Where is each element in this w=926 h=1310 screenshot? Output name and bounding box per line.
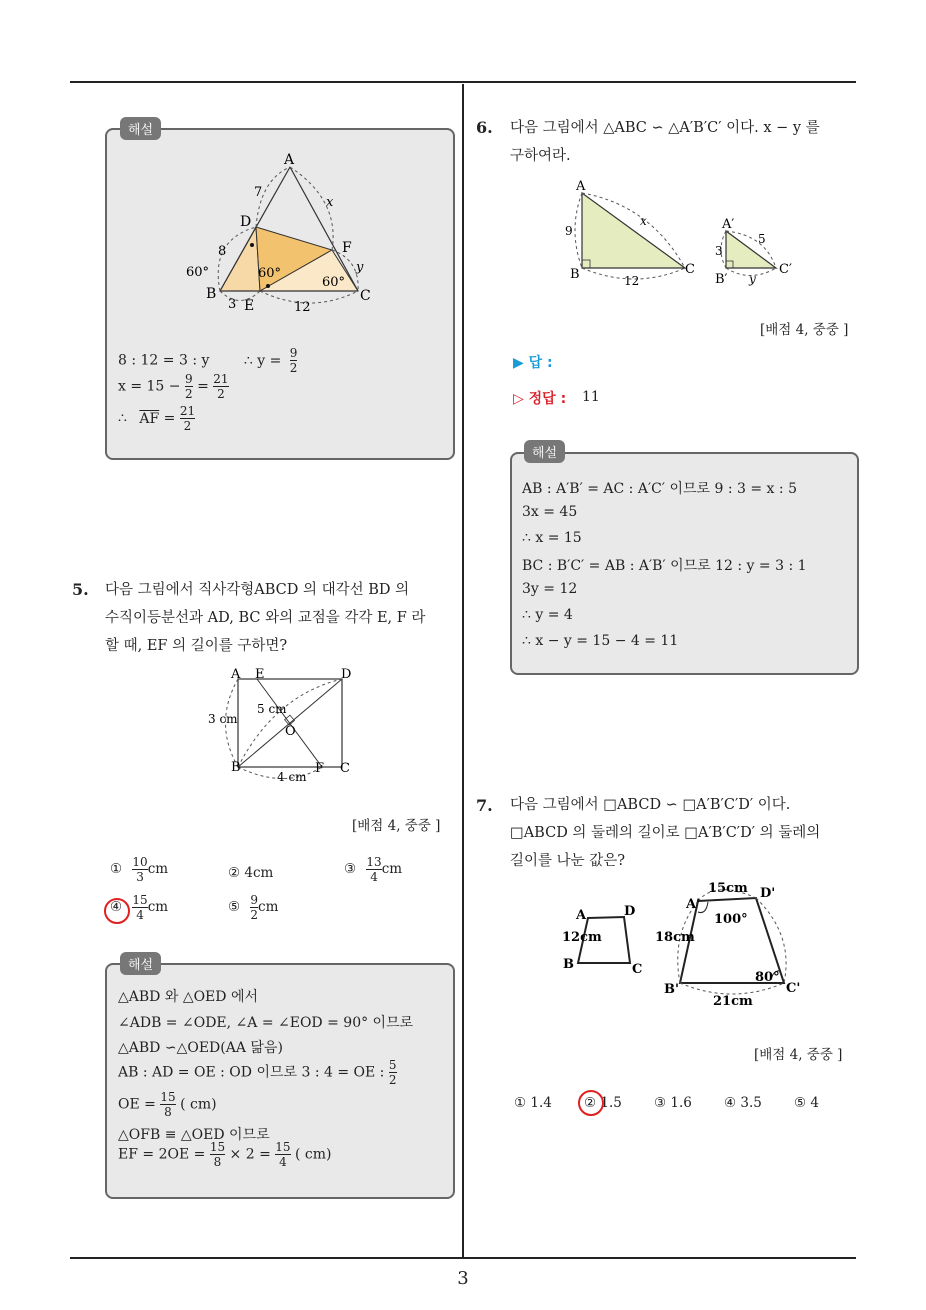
sol4-line3: ∴ $\overline{AF}$ = $\frac{21}{2}$ (118, 404, 196, 433)
label-F: F (315, 761, 325, 776)
score-q7: [배점 4, 중중 ] (754, 1047, 843, 1063)
quadrilateral-figure-q7 (556, 875, 816, 1010)
label-15cm: 15cm (708, 881, 748, 896)
label-12cm: 12cm (562, 930, 602, 945)
label-18cm: 18cm (655, 930, 695, 945)
label-60c: 60° (322, 275, 346, 290)
sol6-line1: AB : A′B′ = AC : A′C′ 이므로 9 : 3 = x : 5 (522, 481, 797, 497)
choice-1[interactable]: ① 1.4 (514, 1095, 552, 1111)
label-B2: B' (664, 982, 679, 997)
question-number-6: 6. (476, 118, 493, 137)
label-3: 3 (228, 297, 237, 312)
label-100: 100° (714, 912, 748, 927)
sol6-line4: BC : B′C′ = AB : A′B′ 이므로 12 : y = 3 : 1 (522, 558, 807, 574)
label-7: 7 (254, 185, 263, 200)
solution-badge: 해설 (120, 117, 161, 140)
sol6-line7: ∴ x − y = 15 − 4 = 11 (522, 633, 679, 649)
sol6-line2: 3x = 45 (522, 504, 578, 520)
label-B: B (231, 760, 241, 775)
label-D: D (240, 214, 252, 230)
column-divider (462, 84, 464, 1258)
sol6-line6: ∴ y = 4 (522, 607, 573, 623)
sol4-line1: 8 : 12 = 3 : y ∴ y = $\frac{9}{2}$ (118, 346, 298, 375)
choice-3[interactable]: ③ $\frac{13}{4}$ cm (344, 855, 403, 884)
sol5-line7: EF = 2OE = $\frac{15}{8}$ × 2 = $\frac{15}{4}$ ( cm) (118, 1140, 332, 1169)
question-number-5: 5. (72, 580, 89, 599)
label-E: E (255, 667, 265, 682)
question-text-7: 다음 그림에서 □ABCD ∽ □A′B′C′D′ 이다. □ABCD 의 둘레의 길이로 □A′B′C′D′ 의 둘레의 길이를 나눈 값은? (510, 797, 821, 869)
label-D: D (341, 667, 352, 682)
choice-4[interactable]: ④ $\frac{15}{4}$ cm (110, 893, 169, 922)
label-5cm: 5 cm (257, 702, 287, 716)
score-q5: [배점 4, 중중 ] (352, 818, 441, 834)
sol5-line2: ∠ADB = ∠ODE, ∠A = ∠EOD = 90° 이므로 (118, 1015, 414, 1031)
label-A: A (284, 152, 295, 168)
label-C2: C′ (779, 262, 792, 277)
sol4-line2: x = 15 − $\frac{9}{2}$ = $\frac{21}{2}$ (118, 372, 229, 401)
label-60b: 60° (258, 266, 282, 281)
answer-mark-circle (104, 898, 130, 924)
question-text-6: 다음 그림에서 △ABC ∽ △A′B′C′ 이다. x − y 를 구하여라. (510, 120, 820, 164)
label-D: D (624, 904, 636, 919)
label-B: B (570, 267, 580, 282)
label-B2: B′ (715, 272, 728, 287)
label-80: 80° (755, 970, 780, 985)
correct-answer-label: ▷ 정답 : (513, 391, 567, 407)
sol6-line3: ∴ x = 15 (522, 530, 582, 546)
label-y: y (356, 260, 364, 275)
choice-4[interactable]: ④ 3.5 (724, 1095, 762, 1111)
solution-badge: 해설 (120, 952, 161, 975)
choice-5[interactable]: ⑤ 4 (794, 1095, 819, 1111)
label-5: 5 (758, 232, 766, 246)
label-A: A (576, 908, 587, 923)
question-text-5: 다음 그림에서 직사각형ABCD 의 대각선 BD 의 수직이등분선과 AD, BC 와의 교점을 각각 E, F 라 할 때, EF 의 길이를 구하면? (105, 582, 426, 654)
choice-5[interactable]: ⑤ $\frac{9}{2}$ cm (228, 893, 279, 922)
page-number: 3 (457, 1268, 469, 1289)
label-12: 12 (294, 300, 311, 315)
label-D2: D' (760, 886, 776, 901)
triangle-figure-q6 (560, 175, 805, 295)
sol5-line1: △ABD 와 △OED 에서 (118, 989, 259, 1005)
label-4cm: 4 cm (277, 770, 307, 784)
label-C: C (360, 288, 371, 304)
sol5-line5: OE = $\frac{15}{8}$ ( cm) (118, 1090, 217, 1119)
answer-mark-circle (578, 1090, 604, 1116)
label-A: A (231, 667, 241, 682)
label-9: 9 (565, 224, 573, 238)
label-F: F (342, 240, 352, 256)
choice-3[interactable]: ③ 1.6 (654, 1095, 692, 1111)
label-A2: A' (686, 897, 701, 912)
label-60a: 60° (186, 265, 210, 280)
label-C: C (340, 761, 350, 776)
label-x: x (326, 195, 334, 210)
label-21cm: 21cm (713, 994, 753, 1009)
sol6-line5: 3y = 12 (522, 581, 578, 597)
label-12: 12 (624, 274, 640, 288)
sol5-line6: △OFB ≡ △OED 이므로 (118, 1127, 270, 1143)
label-O: O (285, 724, 296, 739)
triangle-figure-q4 (180, 150, 380, 315)
label-y: y (749, 272, 756, 286)
label-3: 3 (715, 244, 723, 258)
answer-label: ▶ 답 : (513, 355, 553, 371)
label-x: x (640, 214, 647, 228)
choice-1[interactable]: ① $\frac{10}{3}$ cm (110, 855, 169, 884)
label-A: A (576, 179, 586, 194)
label-3cm: 3 cm (208, 712, 238, 726)
label-C2: C' (786, 981, 801, 996)
sol5-line4: AB : AD = OE : OD 이므로 3 : 4 = OE : $\frac{5}{2}$ (118, 1058, 397, 1087)
label-A2: A′ (722, 217, 735, 232)
score-q6: [배점 4, 중중 ] (760, 322, 849, 338)
label-B: B (206, 286, 217, 302)
choice-2[interactable]: ② 1.5 (584, 1095, 622, 1111)
choice-2[interactable]: ② 4cm (228, 865, 274, 881)
sol5-line3: △ABD ∽△OED(AA 닮음) (118, 1040, 283, 1056)
label-8: 8 (218, 244, 227, 259)
top-rule (70, 81, 856, 83)
label-C: C (632, 962, 643, 977)
solution-badge: 해설 (524, 440, 565, 463)
label-B: B (563, 957, 574, 972)
label-C: C (685, 262, 695, 277)
correct-answer-value: 11 (582, 389, 600, 405)
label-E: E (244, 298, 255, 314)
rectangle-figure-q5 (205, 665, 365, 785)
question-number-7: 7. (476, 796, 493, 815)
